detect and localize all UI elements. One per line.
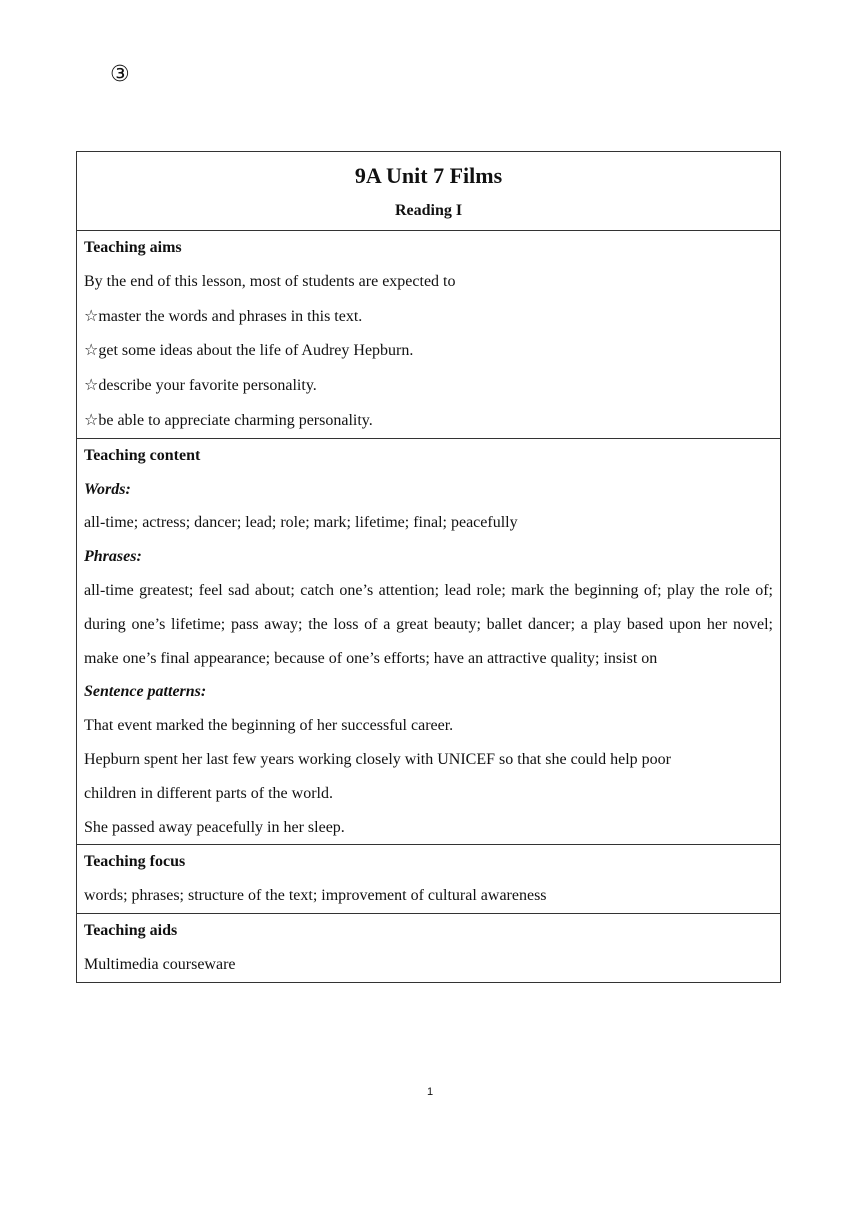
aims-item bbox=[84, 403, 773, 438]
aims-item bbox=[84, 333, 773, 368]
page-number: 1 bbox=[426, 1086, 434, 1098]
pattern-line: Hepburn spent her last few years working closely with UNICEF so that she could help poor bbox=[84, 750, 671, 768]
star-icon: ☆ bbox=[84, 340, 99, 360]
aims-item-text: describe your favorite personality. bbox=[98, 377, 317, 395]
aims-heading: Teaching aims bbox=[84, 239, 182, 256]
phrases-label: Phrases: bbox=[84, 548, 142, 566]
focus-row bbox=[77, 845, 781, 914]
aids-text: Multimedia courseware bbox=[84, 955, 236, 973]
title-cell bbox=[77, 152, 781, 231]
aims-item-text: be able to appreciate charming personality. bbox=[98, 411, 373, 429]
phrases-list: all-time greatest; feel sad about; catch one’s attention; lead role; mark the beginning of; play the role of; during one’s lifetime; pass away; the loss of a great beauty; ballet dancer; a play based upon her novel; make one’s final appearance; because of one’s efforts; have an attractive quality; insist on bbox=[84, 581, 773, 667]
content-row bbox=[77, 438, 781, 845]
pattern-line: That event marked the beginning of her successful career. bbox=[84, 717, 454, 735]
focus-cell bbox=[77, 845, 781, 914]
focus-heading: Teaching focus bbox=[84, 853, 186, 871]
pattern-line: She passed away peacefully in her sleep. bbox=[84, 818, 345, 836]
aids-heading: Teaching aids bbox=[84, 921, 178, 939]
aims-item bbox=[84, 299, 773, 334]
title-row bbox=[77, 152, 781, 231]
aids-cell bbox=[77, 913, 781, 982]
star-icon: ☆ bbox=[84, 375, 99, 395]
star-icon: ☆ bbox=[84, 409, 99, 429]
lesson-plan-table bbox=[76, 151, 781, 983]
words-label: Words: bbox=[84, 480, 131, 498]
words-list: all-time; actress; dancer; lead; role; mark; lifetime; final; peacefully bbox=[84, 514, 518, 532]
star-icon: ☆ bbox=[84, 305, 99, 325]
aims-item-text: get some ideas about the life of Audrey Hepburn. bbox=[98, 342, 414, 360]
lesson-subtitle: Reading I bbox=[394, 202, 463, 219]
content-heading: Teaching content bbox=[84, 446, 201, 464]
aims-intro: By the end of this lesson, most of students are expected to bbox=[84, 272, 456, 290]
content-cell bbox=[77, 438, 781, 845]
aims-cell bbox=[77, 231, 781, 439]
aims-row bbox=[77, 231, 781, 439]
patterns-label: Sentence patterns: bbox=[84, 683, 207, 701]
aims-item-text: master the words and phrases in this text. bbox=[98, 307, 363, 325]
pattern-line: children in different parts of the world. bbox=[84, 784, 333, 802]
focus-text: words; phrases; structure of the text; improvement of cultural awareness bbox=[84, 887, 547, 905]
section-marker: ③ bbox=[110, 62, 130, 87]
aids-row bbox=[77, 913, 781, 982]
aims-item bbox=[84, 368, 773, 403]
lesson-title: 9A Unit 7 Films bbox=[354, 163, 503, 188]
